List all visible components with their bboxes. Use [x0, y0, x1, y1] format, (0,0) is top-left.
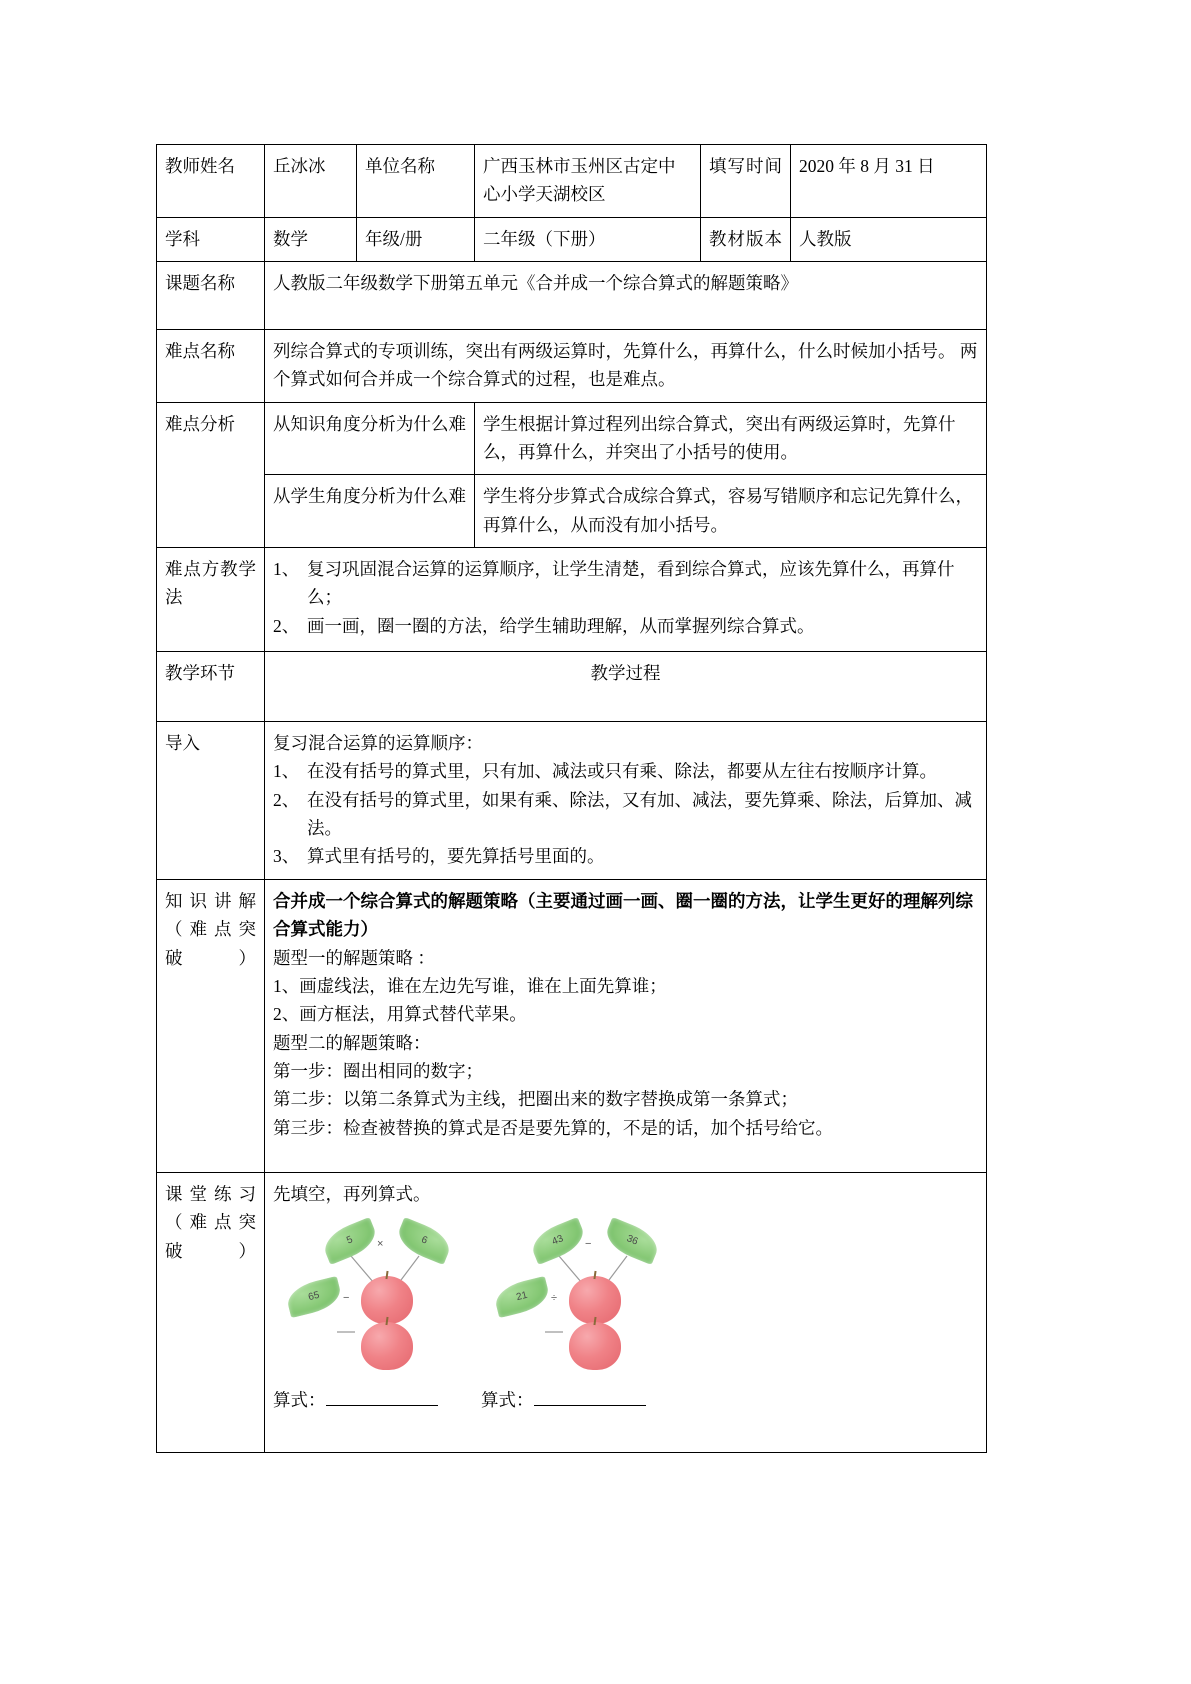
grade-value: 二年级（下册） [475, 217, 701, 261]
table-row-subject-info [157, 217, 987, 261]
topic-label: 课题名称 [157, 262, 265, 330]
table-row-topic [157, 262, 987, 330]
table-row-teacher-info [157, 145, 987, 218]
list-item-number: 1、 [273, 761, 300, 782]
intro-value [265, 722, 987, 880]
table-row-method [157, 548, 987, 652]
practice-label: 课堂练习（难点突破） [157, 1172, 265, 1452]
leaf-value: 36 [625, 1233, 640, 1248]
operator-top: − [585, 1238, 592, 1251]
knowledge-label: 知识讲解（难点突破） [157, 879, 265, 1172]
table-row-analysis-knowledge [157, 402, 987, 475]
list-item-number: 3、 [273, 846, 300, 867]
intro-lead: 复习混合运算的运算顺序： [273, 733, 483, 754]
list-item [273, 757, 978, 785]
answer-blank[interactable] [534, 1390, 646, 1406]
analysis-student-value: 学生将分步算式合成综合算式，容易写错顺序和忘记先算什么，再算什么，从而没有加小括号。 [475, 475, 987, 548]
list-item [273, 786, 978, 843]
knowledge-heading: 合并成一个综合算式的解题策略（主要通过画一画、圈一圈的方法，让学生更好的理解列综合算式能力） [273, 890, 973, 940]
operator-bottom: − [343, 1292, 350, 1305]
answer-line-right [481, 1386, 646, 1414]
method-label: 难点方教学法 [157, 548, 265, 652]
leaf-value: 43 [550, 1233, 565, 1248]
knowledge-line: 第二步：以第二条算式为主线，把圈出来的数字替换成第一条算式； [273, 1089, 798, 1110]
subject-value: 数学 [265, 217, 357, 261]
difficulty-analysis-label: 难点分析 [157, 402, 265, 547]
table-row-knowledge [157, 879, 987, 1172]
table-row-analysis-student [157, 475, 987, 548]
textbook-value: 人教版 [791, 217, 987, 261]
exercise-right [501, 1214, 761, 1364]
list-item-text: 在没有括号的算式里，如果有乘、除法，又有加、减法，要先算乘、除法，后算加、减法。 [307, 789, 972, 839]
list-item [273, 842, 978, 870]
fill-time-value: 2020 年 8 月 31 日 [791, 145, 987, 218]
method-list [273, 555, 978, 640]
apple-lower [569, 1322, 621, 1370]
lesson-plan-table [156, 144, 987, 1453]
answer-label: 算式： [273, 1390, 326, 1411]
table-row-difficulty-name [157, 330, 987, 403]
practice-exercise-area [273, 1214, 978, 1444]
knowledge-line: 2、画方框法，用算式替代苹果。 [273, 1004, 527, 1025]
leaf-value: 6 [419, 1234, 429, 1247]
table-row-section-header [157, 652, 987, 722]
list-item [273, 612, 978, 640]
list-item-text: 在没有括号的算式里，只有加、减法或只有乘、除法，都要从左往右按顺序计算。 [307, 761, 937, 782]
list-item-number: 1、 [273, 559, 300, 580]
knowledge-line: 第一步：圈出相同的数字； [273, 1060, 483, 1081]
practice-value [265, 1172, 987, 1452]
teacher-name-label: 教师姓名 [157, 145, 265, 218]
practice-lead: 先填空，再列算式。 [273, 1183, 431, 1204]
apple-lower [361, 1322, 413, 1370]
unit-name-value: 广西玉林市玉州区古定中心小学天湖校区 [475, 145, 701, 218]
leaf-value: 5 [345, 1234, 355, 1247]
operator-top: × [377, 1238, 384, 1251]
knowledge-line: 题型二的解题策略： [273, 1032, 431, 1053]
operator-bottom: ÷ [551, 1292, 558, 1305]
difficulty-name-label: 难点名称 [157, 330, 265, 403]
knowledge-line: 第三步：检查被替换的算式是否是要先算的，不是的话，加个括号给它。 [273, 1117, 833, 1138]
knowledge-value [265, 879, 987, 1172]
teacher-name-value: 丘冰冰 [265, 145, 357, 218]
intro-list [273, 757, 978, 870]
answer-blank[interactable] [326, 1390, 438, 1406]
table-row-practice [157, 1172, 987, 1452]
list-item-text: 复习巩固混合运算的运算顺序，让学生清楚，看到综合算式，应该先算什么，再算什么； [307, 559, 955, 608]
list-item-number: 2、 [273, 615, 300, 636]
textbook-label: 教材版本 [701, 217, 791, 261]
section-label: 教学环节 [157, 652, 265, 722]
difficulty-name-value: 列综合算式的专项训练，突出有两级运算时，先算什么，再算什么，什么时候加小括号。 两个算式如何合并成一个综合算式的过程，也是难点。 [265, 330, 987, 403]
analysis-knowledge-value: 学生根据计算过程列出综合算式，突出有两级运算时，先算什么，再算什么，并突出了小括号的使用。 [475, 402, 987, 475]
leaf-value: 21 [515, 1289, 529, 1304]
knowledge-line: 1、画虚线法，谁在左边先写谁，谁在上面先算谁； [273, 975, 667, 996]
subject-label: 学科 [157, 217, 265, 261]
list-item [273, 555, 978, 612]
topic-value: 人教版二年级数学下册第五单元《合并成一个综合算式的解题策略》 [265, 262, 987, 330]
answer-label: 算式： [481, 1390, 534, 1411]
knowledge-line: 题型一的解题策略 ： [273, 947, 435, 968]
grade-label: 年级/册 [357, 217, 475, 261]
table-row-intro [157, 722, 987, 880]
analysis-knowledge-label: 从知识角度分析为什么难 [265, 402, 475, 475]
leaf-value: 65 [307, 1289, 321, 1304]
answer-line-left [273, 1386, 438, 1414]
analysis-student-label: 从学生角度分析为什么难 [265, 475, 475, 548]
intro-label: 导入 [157, 722, 265, 880]
list-item-number: 2、 [273, 789, 300, 810]
unit-name-label: 单位名称 [357, 145, 475, 218]
fill-time-label: 填写时间 [701, 145, 791, 218]
list-item-text: 算式里有括号的，要先算括号里面的。 [307, 846, 605, 867]
list-item-text: 画一画，圈一圈的方法，给学生辅助理解，从而掌握列综合算式。 [307, 615, 815, 636]
method-value [265, 548, 987, 652]
section-value: 教学过程 [265, 652, 987, 722]
